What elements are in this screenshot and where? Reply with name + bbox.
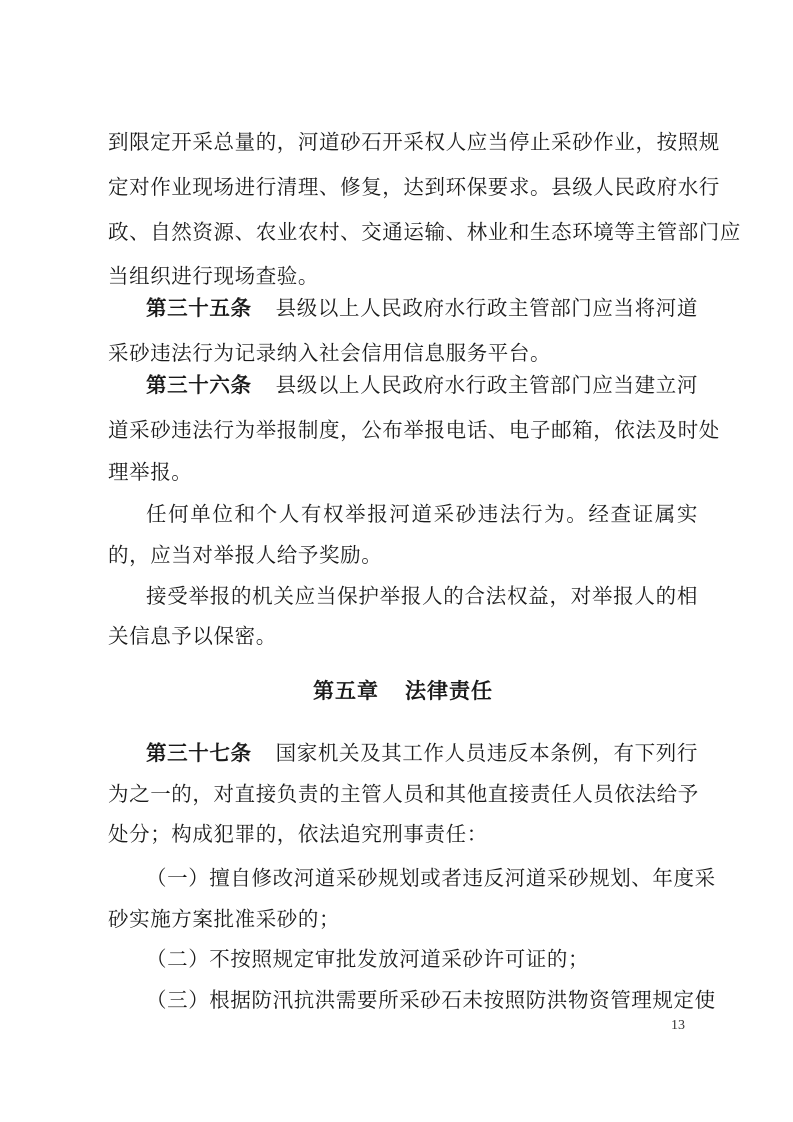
text-line: 采砂违法行为记录纳入社会信用信息服务平台。 — [108, 341, 552, 365]
article-36-title: 第三十六条 — [146, 373, 252, 397]
text-line: 理举报。 — [108, 460, 193, 484]
list-item: （一）擅自修改河道采砂规划或者违反河道采砂规划、年度采 — [146, 866, 716, 890]
article-36-first-line — [146, 371, 698, 399]
text-line: 道采砂违法行为举报制度，公布举报电话、电子邮箱，依法及时处 — [108, 418, 720, 442]
article-37-text: 国家机关及其工作人员违反本条例，有下列行 — [275, 741, 699, 765]
article-36-text: 县级以上人民政府水行政主管部门应当建立河 — [275, 373, 699, 397]
text-line: 当组织进行现场查验。 — [108, 264, 319, 288]
text-line: 的，应当对举报人给予奖励。 — [108, 543, 383, 567]
list-item: （三）根据防汛抗洪需要所采砂石未按照防洪物资管理规定使 — [146, 988, 716, 1012]
page-number: 13 — [671, 1018, 685, 1033]
article-37-title: 第三十七条 — [146, 741, 252, 765]
text-line: 关信息予以保密。 — [108, 624, 277, 648]
text-line: 为之一的，对直接负责的主管人员和其他直接责任人员依法给予 — [108, 782, 699, 806]
article-37-first-line — [146, 739, 698, 767]
text-line: 处分；构成犯罪的，依法追究刑事责任： — [108, 822, 488, 846]
text-line: 任何单位和个人有权举报河道采砂违法行为。经查证属实 — [146, 502, 698, 526]
chapter-number: 第五章 — [313, 679, 379, 703]
article-35-title: 第三十五条 — [146, 296, 252, 320]
text-line: 到限定开采总量的，河道砂石开采权人应当停止采砂作业，按照规 — [108, 130, 720, 154]
text-line: 接受举报的机关应当保护举报人的合法权益，对举报人的相 — [146, 584, 698, 608]
chapter-heading — [108, 677, 698, 705]
list-item-continuation: 砂实施方案批准采砂的； — [108, 907, 341, 931]
text-line: 政、自然资源、农业农村、交通运输、林业和生态环境等主管部门应 — [108, 220, 741, 244]
article-35-first-line — [146, 294, 698, 322]
list-item: （二）不按照规定审批发放河道采砂许可证的； — [146, 947, 590, 971]
chapter-title: 法律责任 — [405, 679, 493, 703]
text-line: 定对作业现场进行清理、修复，达到环保要求。县级人民政府水行 — [108, 175, 720, 199]
article-35-text: 县级以上人民政府水行政主管部门应当将河道 — [275, 296, 699, 320]
